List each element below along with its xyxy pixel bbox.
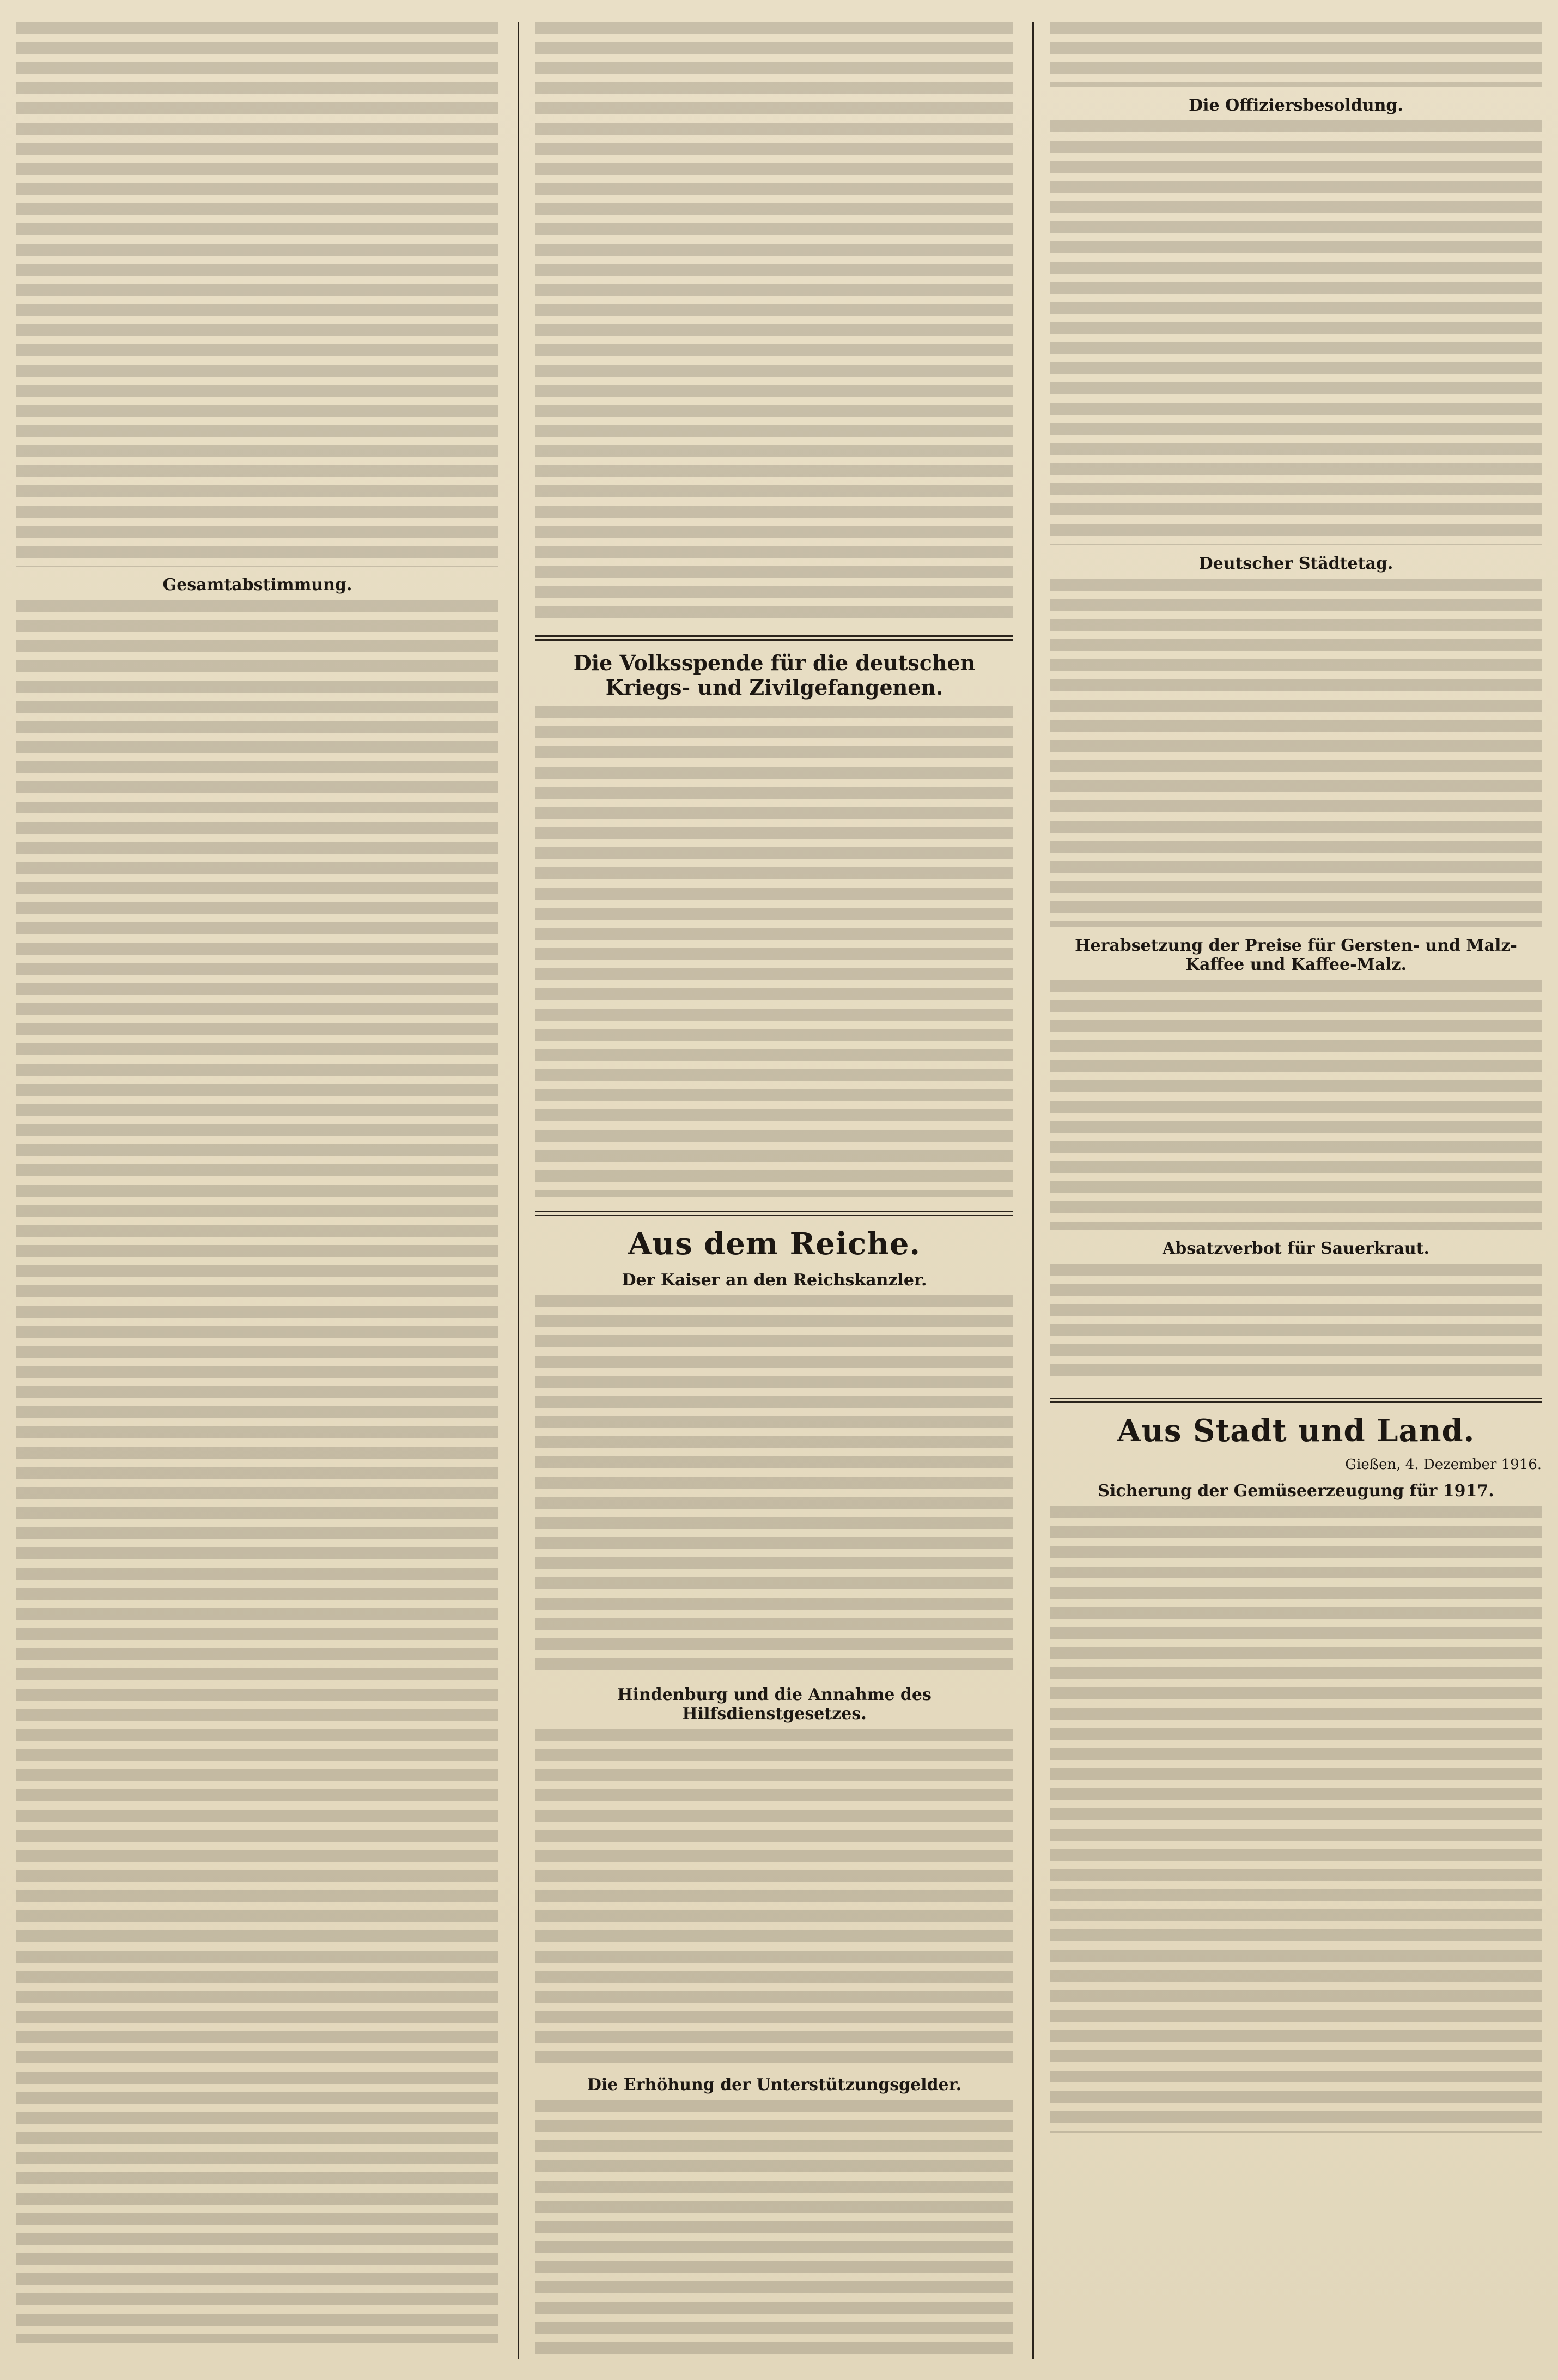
text-block [535,1729,1013,2067]
text-block [1050,1264,1542,1383]
text-block [16,600,498,2343]
text-block [1050,1506,1542,2133]
subsection-heading: Deutscher Städtetag. [1198,554,1393,573]
subsection-heading: Die Erhöhung der Unterstützungsgelder. [587,2075,962,2094]
text-block [1050,579,1542,927]
subsection-heading: Der Kaiser an den Reichskanzler. [622,1271,927,1290]
text-block [1050,980,1542,1230]
subsection-heading: Hindenburg und die Annahme des Hilfsdienstgesetzes. [617,1685,932,1723]
subsection-heading: Absatzverbot für Sauerkraut. [1162,1239,1429,1258]
section-rule [1050,1398,1542,1403]
text-block [535,22,1013,621]
section-heading: Die Volksspende für die deutschen Kriegs- und Zivilgefangenen. [573,651,976,700]
section-heading: Aus Stadt und Land. [1117,1413,1475,1449]
text-block [16,22,498,567]
subsection-heading: Die Offiziersbesoldung. [1189,96,1403,115]
dateline: Gießen, 4. Dezember 1916. [1345,1456,1542,1473]
text-block [1050,120,1542,545]
text-block [535,1295,1013,1677]
text-block [535,2100,1013,2359]
column-3 [1032,22,1558,2359]
subsection-heading: Herabsetzung der Preise für Gersten- und Malz-Kaffee und Kaffee-Malz. [1075,936,1517,974]
section-rule [535,635,1013,641]
column-1 [0,22,515,2359]
subsection-heading: Sicherung der Gemüseerzeugung für 1917. [1098,1482,1494,1501]
column-2 [518,22,1030,2359]
section-heading: Aus dem Reiche. [628,1226,921,1262]
section-heading: Gesamtabstimmung. [162,575,352,594]
text-block [1050,22,1542,87]
text-block [535,706,1013,1197]
section-rule [535,1211,1013,1216]
